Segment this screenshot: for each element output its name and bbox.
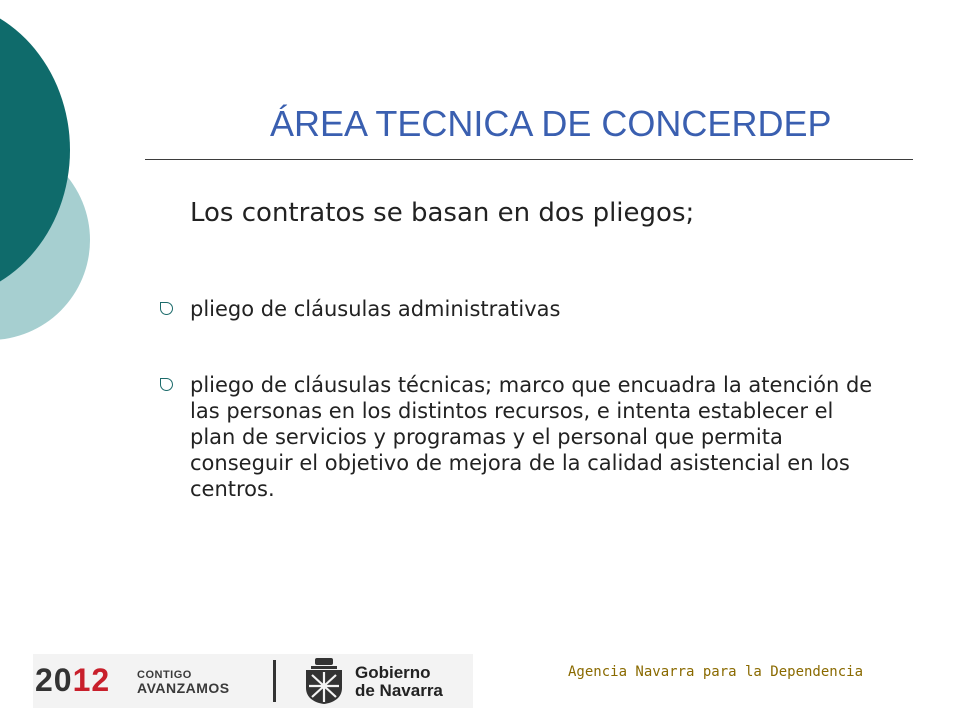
agency-name: Agencia Navarra para la Dependencia <box>568 664 864 680</box>
year-prefix: 20 <box>35 662 73 698</box>
gov-line-2: de Navarra <box>355 681 443 700</box>
title-divider <box>145 159 913 160</box>
bullet-marker-icon <box>160 378 173 391</box>
navarra-shield-icon <box>301 656 347 706</box>
year-suffix: 12 <box>72 662 111 698</box>
intro-text: Los contratos se basan en dos pliegos; <box>190 198 695 228</box>
bullet-item <box>160 372 880 502</box>
bullet-text: pliego de cláusulas administrativas <box>190 297 561 321</box>
slogan <box>137 669 230 695</box>
logo-separator <box>273 660 276 702</box>
slogan-line-2: AVANZAMOS <box>137 680 230 696</box>
gov-line-1: Gobierno <box>355 663 431 682</box>
bullet-marker-icon <box>160 302 173 315</box>
logo-2012 <box>35 662 110 699</box>
slogan-line-1: CONTIGO <box>137 669 192 681</box>
slide-title: ÁREA TECNICA DE CONCERDEP <box>270 103 832 144</box>
bullet-item <box>160 296 880 322</box>
bullet-text: pliego de cláusulas técnicas; marco que encuadra la atención de las personas en los distintos recursos, e intenta establecer el plan de servicios y programas y el personal que permita conseguir el objetivo de mejora de la calidad asistencial en los centros. <box>190 373 873 501</box>
footer-logo-strip <box>33 654 473 708</box>
gobierno-navarra-logo-text <box>355 664 443 700</box>
